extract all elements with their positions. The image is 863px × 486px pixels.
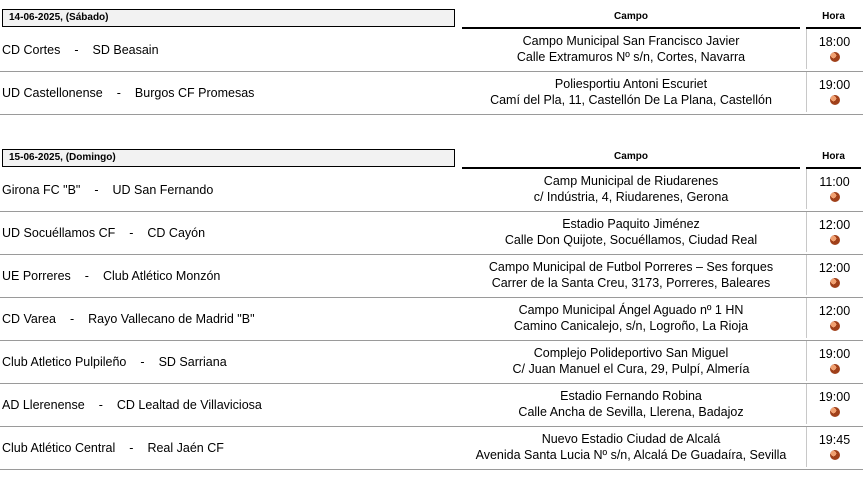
venue-address: Camí del Pla, 11, Castellón De La Plana, Castellón bbox=[490, 93, 772, 107]
match-row[interactable] bbox=[0, 212, 863, 255]
match-teams bbox=[2, 384, 262, 426]
away-team[interactable]: CD Cayón bbox=[147, 226, 206, 240]
tv-icon[interactable] bbox=[830, 192, 840, 202]
venue bbox=[462, 173, 800, 205]
match-time-cell bbox=[806, 341, 862, 381]
match-time-cell bbox=[806, 29, 862, 69]
venue-name: Campo Municipal San Francisco Javier bbox=[522, 34, 740, 48]
match-time: 18:00 bbox=[818, 35, 851, 49]
away-team[interactable]: SD Beasain bbox=[92, 43, 159, 57]
home-team[interactable]: UD Socuéllamos CF bbox=[2, 226, 116, 240]
match-row[interactable] bbox=[0, 169, 863, 212]
match-row[interactable] bbox=[0, 341, 863, 384]
day-date: 14-06-2025, (Sábado) bbox=[2, 9, 455, 27]
venue-name: Estadio Paquito Jiménez bbox=[562, 217, 700, 231]
home-team[interactable]: Club Atlético Central bbox=[2, 441, 116, 455]
hora-column-header: Hora bbox=[806, 149, 861, 169]
match-teams bbox=[2, 29, 159, 71]
campo-column-header: Campo bbox=[462, 149, 800, 169]
match-time-cell bbox=[806, 212, 862, 252]
match-time: 19:00 bbox=[818, 390, 851, 404]
match-row[interactable] bbox=[0, 427, 863, 470]
team-separator: - bbox=[129, 226, 134, 240]
match-teams bbox=[2, 72, 254, 114]
tv-icon[interactable] bbox=[830, 278, 840, 288]
away-team[interactable]: SD Sarriana bbox=[158, 355, 227, 369]
match-teams bbox=[2, 341, 227, 383]
team-separator: - bbox=[140, 355, 145, 369]
team-separator: - bbox=[116, 86, 121, 100]
venue bbox=[462, 33, 800, 65]
match-teams bbox=[2, 212, 205, 254]
away-team[interactable]: CD Lealtad de Villaviciosa bbox=[116, 398, 262, 412]
venue-name: Estadio Fernando Robina bbox=[560, 389, 702, 403]
venue bbox=[462, 216, 800, 248]
tv-icon[interactable] bbox=[830, 364, 840, 374]
match-time-cell bbox=[806, 384, 862, 424]
venue bbox=[462, 431, 800, 463]
home-team[interactable]: Girona FC "B" bbox=[2, 183, 81, 197]
match-time-cell bbox=[806, 298, 862, 338]
home-team[interactable]: CD Varea bbox=[2, 312, 56, 326]
campo-column-header: Campo bbox=[462, 9, 800, 29]
home-team[interactable]: Club Atletico Pulpileño bbox=[2, 355, 127, 369]
away-team[interactable]: Club Atlético Monzón bbox=[102, 269, 221, 283]
tv-icon[interactable] bbox=[830, 95, 840, 105]
tv-icon[interactable] bbox=[830, 235, 840, 245]
venue-name: Campo Municipal Ángel Aguado nº 1 HN bbox=[518, 303, 744, 317]
venue bbox=[462, 259, 800, 291]
venue bbox=[462, 76, 800, 108]
home-team[interactable]: CD Cortes bbox=[2, 43, 61, 57]
day-header bbox=[0, 9, 863, 29]
match-row[interactable] bbox=[0, 72, 863, 115]
match-time-cell bbox=[806, 427, 862, 467]
away-team[interactable]: Rayo Vallecano de Madrid "B" bbox=[88, 312, 255, 326]
day-date: 15-06-2025, (Domingo) bbox=[2, 149, 455, 167]
match-time-cell bbox=[806, 72, 862, 112]
home-team[interactable]: UD Castellonense bbox=[2, 86, 103, 100]
home-team[interactable]: UE Porreres bbox=[2, 269, 71, 283]
team-separator: - bbox=[84, 269, 89, 283]
venue-name: Poliesportiu Antoni Escuriet bbox=[554, 77, 708, 91]
team-separator: - bbox=[98, 398, 103, 412]
day-section-1 bbox=[0, 9, 863, 115]
match-row[interactable] bbox=[0, 29, 863, 72]
hora-column-header: Hora bbox=[806, 9, 861, 29]
venue bbox=[462, 388, 800, 420]
venue-address: C/ Juan Manuel el Cura, 29, Pulpí, Almería bbox=[512, 362, 750, 376]
away-team[interactable]: Burgos CF Promesas bbox=[134, 86, 255, 100]
match-time-cell bbox=[806, 169, 862, 209]
venue-address: Camino Canicalejo, s/n, Logroño, La Rioja bbox=[513, 319, 749, 333]
day-header bbox=[0, 149, 863, 169]
venue-name: Campo Municipal de Futbol Porreres – Ses forques bbox=[488, 260, 774, 274]
venue-address: Avenida Santa Lucia Nº s/n, Alcalá De Guadaíra, Sevilla bbox=[475, 448, 787, 462]
home-team[interactable]: AD Llerenense bbox=[2, 398, 85, 412]
away-team[interactable]: Real Jaén CF bbox=[147, 441, 224, 455]
match-time-cell bbox=[806, 255, 862, 295]
day-section-2 bbox=[0, 149, 863, 470]
team-separator: - bbox=[74, 43, 79, 57]
team-separator: - bbox=[69, 312, 75, 326]
team-separator: - bbox=[94, 183, 99, 197]
match-time: 12:00 bbox=[818, 304, 851, 318]
away-team[interactable]: UD San Fernando bbox=[112, 183, 214, 197]
tv-icon[interactable] bbox=[830, 321, 840, 331]
venue bbox=[462, 302, 800, 334]
match-time: 11:00 bbox=[819, 175, 850, 189]
match-teams bbox=[2, 169, 213, 211]
team-separator: - bbox=[129, 441, 134, 455]
venue-address: Carrer de la Santa Creu, 3173, Porreres, Baleares bbox=[491, 276, 771, 290]
tv-icon[interactable] bbox=[830, 52, 840, 62]
match-teams bbox=[2, 255, 220, 297]
venue-address: Calle Ancha de Sevilla, Llerena, Badajoz bbox=[518, 405, 744, 419]
match-teams bbox=[2, 427, 224, 469]
venue-name: Complejo Polideportivo San Miguel bbox=[533, 346, 729, 360]
venue-name: Camp Municipal de Riudarenes bbox=[543, 174, 719, 188]
tv-icon[interactable] bbox=[830, 450, 840, 460]
match-row[interactable] bbox=[0, 298, 863, 341]
venue bbox=[462, 345, 800, 377]
venue-address: c/ Indústria, 4, Riudarenes, Gerona bbox=[533, 190, 729, 204]
match-time: 12:00 bbox=[818, 261, 851, 275]
tv-icon[interactable] bbox=[830, 407, 840, 417]
match-time: 19:45 bbox=[818, 433, 851, 447]
match-row[interactable] bbox=[0, 255, 863, 298]
venue-address: Calle Extramuros Nº s/n, Cortes, Navarra bbox=[516, 50, 746, 64]
match-time: 19:00 bbox=[818, 347, 851, 361]
venue-address: Calle Don Quijote, Socuéllamos, Ciudad Real bbox=[504, 233, 758, 247]
match-time: 12:00 bbox=[818, 218, 851, 232]
venue-name: Nuevo Estadio Ciudad de Alcalá bbox=[541, 432, 721, 446]
match-time: 19:00 bbox=[818, 78, 851, 92]
match-row[interactable] bbox=[0, 384, 863, 427]
match-teams bbox=[2, 298, 255, 340]
